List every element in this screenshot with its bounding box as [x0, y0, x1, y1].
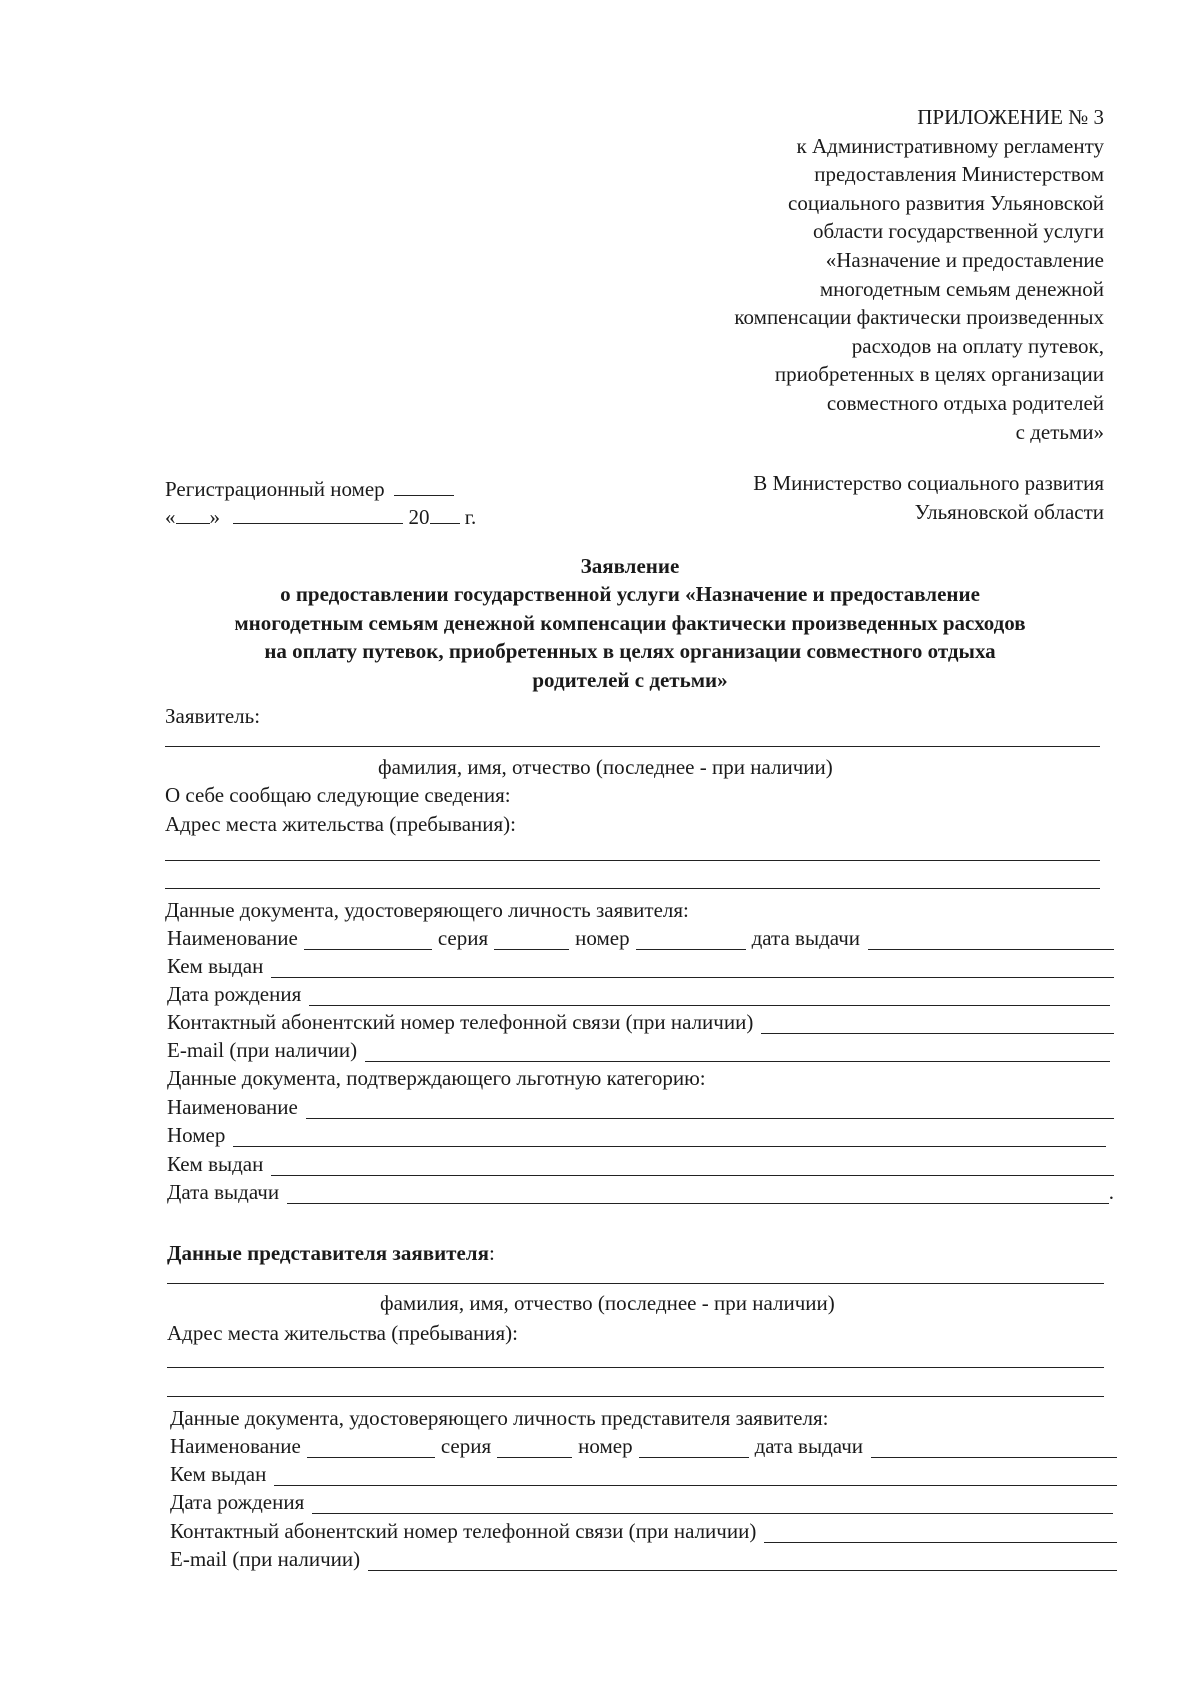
benefit-issue-date-label: Дата выдачи	[167, 1180, 280, 1204]
representative-birth-date-row	[170, 1490, 1113, 1514]
email-label: E-mail (при наличии)	[167, 1038, 358, 1062]
benefit-doc-heading: Данные документа, подтверждающего льготную категорию:	[167, 1066, 706, 1090]
rep-id-doc-issue-date-label: дата выдачи	[754, 1434, 864, 1458]
applicant-fio-caption: фамилия, имя, отчество (последнее - при наличии)	[378, 755, 833, 779]
rep-email-label: E-mail (при наличии)	[170, 1547, 361, 1571]
title-line: многодетным семьям денежной компенсации фактически произведенных расходов	[234, 610, 1026, 635]
appendix-line: многодетным семьям денежной	[819, 276, 1104, 301]
email-field[interactable]	[365, 1042, 1110, 1062]
rep-phone-field[interactable]	[764, 1523, 1117, 1543]
rep-phone-label: Контактный абонентский номер телефонной связи (при наличии)	[170, 1519, 757, 1543]
appendix-line: ПРИЛОЖЕНИЕ № 3	[917, 105, 1104, 129]
representative-email-row	[170, 1547, 1117, 1571]
id-doc-number-label: номер	[575, 926, 630, 950]
applicant-email-row	[167, 1038, 1110, 1062]
representative-address-field[interactable]	[167, 1367, 1104, 1368]
appendix-line: совместного отдыха родителей	[826, 390, 1104, 415]
benefit-name-label: Наименование	[167, 1095, 298, 1119]
representative-heading-colon: :	[488, 1241, 495, 1265]
applicant-fio-field[interactable]	[165, 746, 1100, 747]
registration-block	[165, 475, 476, 531]
benefit-issued-by-label: Кем выдан	[167, 1152, 264, 1176]
birth-date-label: Дата рождения	[167, 982, 302, 1006]
day-field[interactable]	[176, 505, 210, 524]
phone-label: Контактный абонентский номер телефонной связи (при наличии)	[167, 1010, 754, 1034]
issued-by-label: Кем выдан	[167, 954, 264, 978]
appendix-line: предоставления Министерством	[814, 162, 1104, 187]
representative-fio-caption: фамилия, имя, отчество (последнее - при наличии)	[380, 1291, 835, 1315]
benefit-issue-date-row	[167, 1180, 1114, 1204]
applicant-address-field[interactable]	[165, 888, 1100, 889]
rep-id-doc-name-field[interactable]	[307, 1438, 435, 1458]
applicant-address-label: Адрес места жительства (пребывания):	[165, 812, 517, 836]
benefit-name-field[interactable]	[306, 1099, 1114, 1119]
rep-birth-date-field[interactable]	[312, 1494, 1113, 1514]
applicant-birth-date-row	[167, 982, 1110, 1006]
appendix-line: «Назначение и предоставление	[825, 247, 1104, 272]
quote-open: «	[165, 505, 176, 529]
benefit-issue-date-field[interactable]	[287, 1184, 1109, 1204]
id-doc-issue-date-label: дата выдачи	[751, 926, 861, 950]
addressee-line: Ульяновской области	[914, 499, 1104, 524]
id-doc-series-field[interactable]	[494, 930, 569, 950]
appendix-line: приобретенных в целях организации	[774, 362, 1104, 387]
representative-fio-field[interactable]	[167, 1283, 1104, 1284]
quote-close: »	[209, 505, 220, 529]
applicant-address-field[interactable]	[165, 860, 1100, 861]
applicant-phone-row	[167, 1010, 1114, 1034]
id-doc-name-field[interactable]	[304, 930, 432, 950]
birth-date-field[interactable]	[309, 986, 1110, 1006]
benefit-number-field[interactable]	[233, 1127, 1106, 1147]
applicant-label: Заявитель:	[165, 704, 261, 728]
representative-heading-text: Данные представителя заявителя	[167, 1241, 489, 1265]
representative-id-doc-row	[170, 1434, 1117, 1458]
applicant-id-doc-heading: Данные документа, удостоверяющего личность заявителя:	[165, 898, 689, 922]
appendix-line: компенсации фактически произведенных	[734, 305, 1104, 330]
rep-id-doc-issue-date-field[interactable]	[871, 1438, 1117, 1458]
id-doc-series-label: серия	[437, 926, 489, 950]
rep-id-doc-number-field[interactable]	[639, 1438, 749, 1458]
addressee-block	[753, 469, 1104, 526]
year-prefix: 20	[408, 505, 430, 529]
title-line: Заявление	[580, 554, 680, 578]
benefit-name-row	[167, 1095, 1114, 1119]
id-doc-number-field[interactable]	[636, 930, 746, 950]
benefit-issued-by-row	[167, 1152, 1114, 1176]
id-doc-issue-date-field[interactable]	[868, 930, 1114, 950]
rep-id-doc-series-field[interactable]	[497, 1438, 572, 1458]
rep-id-doc-number-label: номер	[578, 1434, 633, 1458]
addressee-line: В Министерство социального развития	[753, 471, 1104, 495]
about-self-label: О себе сообщаю следующие сведения:	[165, 783, 511, 807]
period-mark: .	[1108, 1180, 1114, 1204]
appendix-line: расходов на оплату путевок,	[851, 333, 1104, 358]
representative-heading	[167, 1241, 495, 1265]
appendix-line: социального развития Ульяновской	[788, 190, 1104, 215]
year-suffix: г.	[464, 505, 477, 529]
phone-field[interactable]	[761, 1014, 1114, 1034]
rep-id-doc-name-label: Наименование	[170, 1434, 301, 1458]
appendix-line: к Административному регламенту	[796, 133, 1104, 158]
appendix-line: области государственной услуги	[812, 219, 1104, 244]
registration-number-label: Регистрационный номер	[165, 477, 385, 501]
title-line: о предоставлении государственной услуги «Назначение и предоставление	[280, 582, 980, 607]
year-field[interactable]	[430, 505, 460, 524]
rep-issued-by-label: Кем выдан	[170, 1462, 267, 1486]
appendix-line: с детьми»	[1015, 419, 1104, 444]
representative-issued-by-row	[170, 1462, 1117, 1486]
rep-email-field[interactable]	[368, 1551, 1117, 1571]
representative-id-doc-heading: Данные документа, удостоверяющего личность представителя заявителя:	[170, 1406, 829, 1430]
rep-birth-date-label: Дата рождения	[170, 1490, 305, 1514]
rep-id-doc-series-label: серия	[440, 1434, 492, 1458]
title-line: родителей с детьми»	[532, 667, 728, 692]
rep-issued-by-field[interactable]	[274, 1466, 1117, 1486]
id-doc-name-label: Наименование	[167, 926, 298, 950]
representative-phone-row	[170, 1519, 1117, 1543]
document-title	[160, 552, 1100, 694]
benefit-number-label: Номер	[167, 1123, 226, 1147]
benefit-number-row	[167, 1123, 1106, 1147]
appendix-header	[734, 103, 1104, 446]
registration-number-field[interactable]	[394, 477, 454, 496]
representative-address-field[interactable]	[167, 1396, 1104, 1397]
representative-address-label: Адрес места жительства (пребывания):	[167, 1321, 519, 1345]
title-line: на оплату путевок, приобретенных в целях организации совместного отдыха	[264, 639, 996, 664]
benefit-issued-by-field[interactable]	[271, 1156, 1114, 1176]
issued-by-field[interactable]	[271, 958, 1114, 978]
applicant-issued-by-row	[167, 954, 1114, 978]
applicant-id-doc-row	[167, 926, 1114, 950]
month-field[interactable]	[233, 505, 403, 524]
